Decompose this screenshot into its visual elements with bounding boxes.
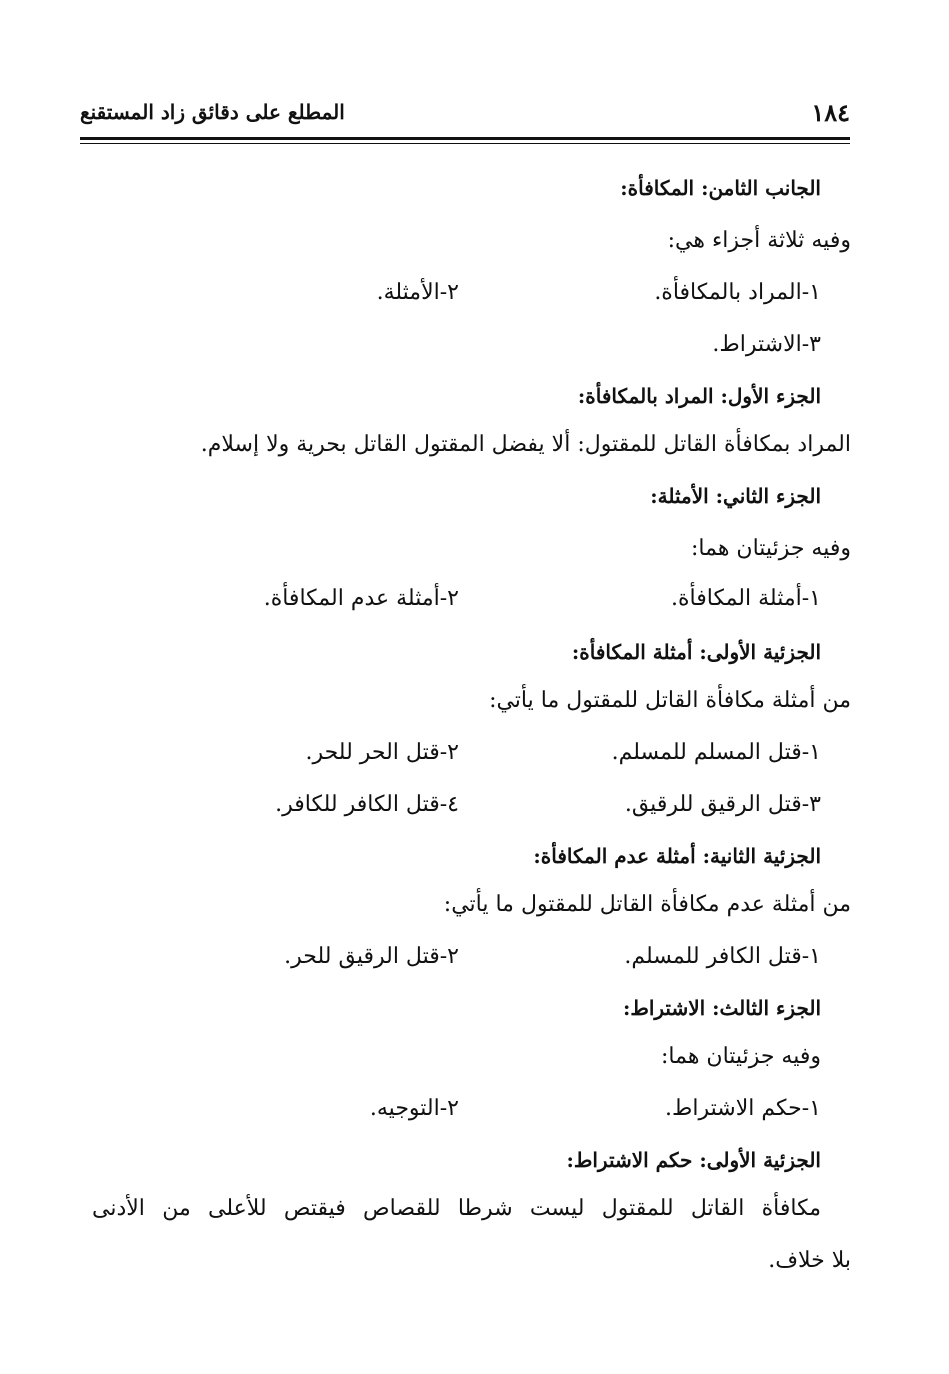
header-rule-thick (80, 137, 850, 140)
parts-list-item: ٢-الأمثلة. (376, 280, 459, 305)
part3-intro: وفيه جزئيتان هما: (661, 1044, 821, 1069)
sub2-list-item: ١-قتل الكافر للمسلم. (624, 944, 821, 969)
part3-list-item: ١-حكم الاشتراط. (665, 1096, 821, 1121)
sub1-list-item: ١-قتل المسلم للمسلم. (611, 740, 821, 765)
book-title: المطلع على دقائق زاد المستقنع (80, 100, 345, 124)
part1-heading: الجزء الأول: المراد بالمكافأة: (577, 384, 821, 408)
sub1-intro: من أمثلة مكافأة القاتل للمقتول ما يأتي: (489, 688, 851, 713)
sub1-list-item: ٣-قتل الرقيق للرقيق. (624, 792, 821, 817)
running-header (80, 96, 850, 136)
sub2-list-item: ٢-قتل الرقيق للحر. (284, 944, 459, 969)
sub3-text-line: مكافأة القاتل للمقتول ليست شرطا للقصاص فيقتص للأعلى من الأدنى (92, 1196, 821, 1221)
page-number: ١٨٤ (811, 98, 850, 127)
sub3-heading: الجزئية الأولى: حكم الاشتراط: (566, 1148, 821, 1172)
sub2-heading: الجزئية الثانية: أمثلة عدم المكافأة: (533, 844, 821, 868)
part1-text: المراد بمكافأة القاتل للمقتول: ألا يفضل المقتول القاتل بحرية ولا إسلام. (200, 432, 851, 457)
section-heading: الجانب الثامن: المكافأة: (620, 176, 821, 200)
part3-heading: الجزء الثالث: الاشتراط: (622, 996, 821, 1020)
intro-parts: وفيه ثلاثة أجزاء هي: (667, 228, 851, 253)
part2-heading: الجزء الثاني: الأمثلة: (650, 484, 821, 508)
sub1-list-item: ٢-قتل الحر للحر. (305, 740, 459, 765)
sub1-list-item: ٤-قتل الكافر للكافر. (275, 792, 459, 817)
part2-list-item: ٢-أمثلة عدم المكافأة. (263, 586, 459, 611)
sub2-intro: من أمثلة عدم مكافأة القاتل للمقتول ما يأتي: (443, 892, 851, 917)
parts-list-item: ١-المراد بالمكافأة. (654, 280, 821, 305)
part2-list-item: ١-أمثلة المكافأة. (671, 586, 821, 611)
sub1-heading: الجزئية الأولى: أمثلة المكافأة: (571, 640, 821, 664)
part2-intro: وفيه جزئيتان هما: (691, 536, 851, 561)
header-rule-thin (80, 143, 850, 144)
part3-list-item: ٢-التوجيه. (369, 1096, 459, 1121)
parts-list-item: ٣-الاشتراط. (712, 332, 821, 357)
sub3-text-line: بلا خلاف. (768, 1248, 851, 1273)
